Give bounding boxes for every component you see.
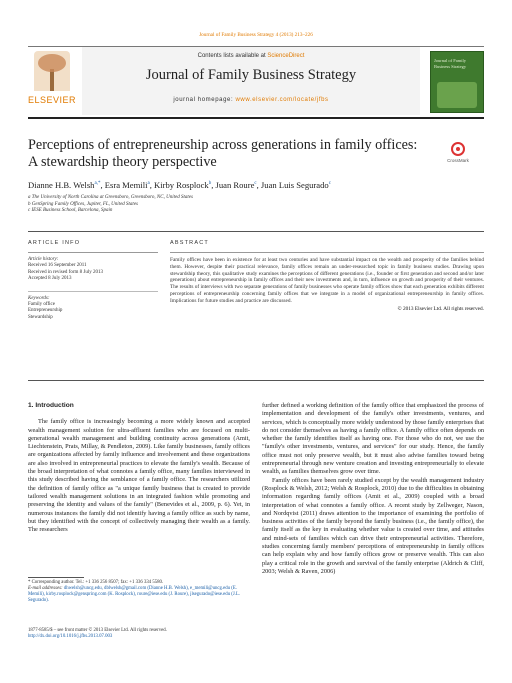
journal-cover-image (430, 51, 484, 113)
elsevier-logo (28, 51, 76, 111)
divider (28, 380, 484, 381)
author-name[interactable]: Juan Roure (215, 180, 255, 190)
divider (28, 231, 484, 232)
elsevier-tree-icon (34, 51, 70, 91)
journal-header (28, 46, 484, 119)
homepage-prefix: journal homepage: (173, 97, 236, 103)
author-sup: b (208, 181, 212, 187)
keywords-label: Keywords: (28, 295, 50, 301)
footnote-rule (28, 577, 84, 578)
email-addresses[interactable]: dhwelsh@uncg.edu, dblwelsh@gmail.com (Dianne H.B. Welsh), e_memili@uncg.edu (E. Memili), kirby.rosplock@genspring.com (K. Rosplock), roure@iese.edu (J. Roure), jlsegurado@iese.edu (J.L. Segurado). (28, 586, 241, 603)
article-info-box (28, 252, 158, 321)
section-heading: 1. Introduction (28, 402, 74, 409)
contents-prefix: Contents lists available at (197, 53, 268, 59)
abstract-section (170, 240, 484, 312)
author-sup: a,* (94, 181, 101, 187)
cover-photo (437, 82, 477, 108)
keyword: Entrepreneurship (28, 308, 63, 314)
author-name[interactable]: Dianne H.B. Welsh (28, 180, 95, 190)
body-paragraph: Family offices have been rarely studied except by the wealth management industry (Rosplock & Welsh, 2012; Welsh & Rosplock, 2010) due to the difficulties in obtaining information regarding family offices (Amit et al., 2009) coupled with a broad interpretation of what connotes a family office. A recent study by Zellweger, Nason, and Nordqvist (2011) draws attention to the importance of examining the portfolio of business activities of the family beyond the family business (i.e., the family office), the family itself as the key in evaluating whether value is created over time, and attitudes and mind-sets of families which can drive their entrepreneurial activities. Therefore, studies concerning family members' perceptions of entrepreneurship in family offices can help explain why and how family offices grow or preserve wealth. This can also play a critical role in the growth and survival of the family enterprise (Aldrich & Cliff, 2003; Welsh & Raven, 2006) (262, 476, 484, 575)
affiliation: c IESE Business School, Barcelona, Spain (28, 208, 113, 213)
header-masthead (82, 47, 420, 115)
author-name[interactable]: Kirby Rosplock (154, 180, 209, 190)
body-paragraph: further defined a working definition of the family office that emphasized the process of implementation and development of the family's other investments, ventures, and services, which is conceptually more widely understood by those family enterprises that do not consider themselves as having a family office. A family office often depends on whether the family identifies itself as having one. For those who do not, we use the "family's other investments, ventures, and services" for our study. Hence, the family office must not only preserve wealth, but it must also advise families toward being entrepreneurial through new venture creation and investing entrepreneurially to elevate wealth, as families themselves grow over time. (262, 402, 484, 476)
author-list: Dianne H.B. Welsh$^{a,*}$, Esra Memili$^a$, Kirby Rosplock$^b$, Juan Roure$^c$, Juan Luis Segurado$^c$ (28, 180, 331, 190)
history-item: Received 16 September 2011 (28, 263, 87, 269)
body-column-left (28, 402, 250, 534)
affiliation: b GenSpring Family Offices, Jupiter, FL, United States (28, 201, 138, 207)
homepage-link[interactable]: www.elsevier.com/locate/jfbs (235, 97, 329, 103)
crossmark-icon (451, 142, 465, 156)
homepage-line (82, 97, 420, 103)
journal-citation: Journal of Family Business Strategy 4 (2013) 213–226 (199, 32, 313, 38)
author-sup: c (328, 181, 331, 187)
keyword: Family office (28, 302, 55, 308)
article-title: Perceptions of entrepreneurship across generations in family offices: A stewardship theory perspective (28, 137, 418, 170)
keyword: Stewardship (28, 314, 53, 320)
author-sup: a (147, 181, 150, 187)
author-name[interactable]: Esra Memili (104, 180, 148, 190)
affiliation: a The University of North Carolina at Greensboro, Greensboro, NC, United States (28, 195, 193, 200)
history-label: Article history: (28, 257, 59, 262)
journal-title: Journal of Family Business Strategy (145, 67, 357, 83)
issn-block (28, 628, 250, 640)
abstract-text: Family offices have been in existence for at least two centuries and have substantial impact on the wealth and prosperity of the families behind them. However, despite their practical relevance, family offices remain an under-researched topic in family business studies. Drawing upon stewardship theory, this qualitative study examines the perceptions of different generations (i.e., founder or first generation and second and/or later generations) about entrepreneurship in family offices and their new investments and, in turn, influence on growth and prosperity of their ventures. The results of interviews with two separate generations of family businesses who operate family offices show that each generation exhibits different perceptions of entrepreneurship concerning family offices that we integrate in a model of organizational entrepreneurship in family offices. Implications for future studies and practice are discussed. (170, 252, 484, 305)
author-sup: c (254, 181, 257, 187)
corresponding-author-note: * Corresponding author. Tel.: +1 336 256 8507; fax: +1 336 334 5580. (28, 580, 164, 585)
email-note (28, 586, 250, 604)
affiliations (28, 195, 484, 215)
body-paragraph: The family office is increasingly becoming a more widely known and accepted wealth management solution for ultra-affluent families who are focused on multi-generational wealth management and building continuity across generations (Amit, Liechtenstein, Prats, Millay, & Pendleton, 2009). Like family businesses, family offices are organizations affected by family influence and involvement and these organizations are also involved in entrepreneurial practices to elevate the family's wealth. Because of the broad interpretation of what connotes a family office, many families interviewed in this study described having the semblance of a family office. The researchers utilized the definition of family office as "a unique family business that is created to provide tailored wealth management solutions in an integrated fashion while promoting and preserving the identity and values of the family" (Benevides et al., 2009, p. 6). Yet, in numerous instances the family did not identify having a family office as such by name, but they identified with the concept of collectively managing their wealth as a family. The researchers (28, 418, 250, 534)
contents-line (82, 53, 420, 59)
article-info (28, 240, 158, 321)
footnotes (28, 580, 250, 604)
publisher-name: ELSEVIER (28, 95, 77, 105)
cover-title: Journal of Family Business Strategy (434, 58, 467, 69)
article-info-heading: ARTICLE INFO (28, 240, 81, 246)
abstract-heading: ABSTRACT (170, 240, 209, 246)
doi-link[interactable]: http://dx.doi.org/10.1016/j.jfbs.2013.07.003 (28, 634, 113, 639)
history-item: Received in revised form 8 July 2013 (28, 269, 103, 275)
author-name[interactable]: Juan Luis Segurado (260, 180, 329, 190)
body-column-right (262, 402, 484, 576)
crossmark-label: CrossMark (447, 158, 469, 163)
crossmark-badge[interactable] (440, 142, 476, 163)
abstract-copyright: © 2013 Elsevier Ltd. All rights reserved. (397, 305, 484, 312)
history-item: Accepted 8 July 2013 (28, 276, 72, 282)
email-label: E-mail addresses: (28, 586, 64, 591)
sciencedirect-link[interactable]: ScienceDirect (267, 53, 305, 59)
issn-line: 1877-8585/$ – see front matter © 2013 Elsevier Ltd. All rights reserved. (28, 628, 167, 633)
